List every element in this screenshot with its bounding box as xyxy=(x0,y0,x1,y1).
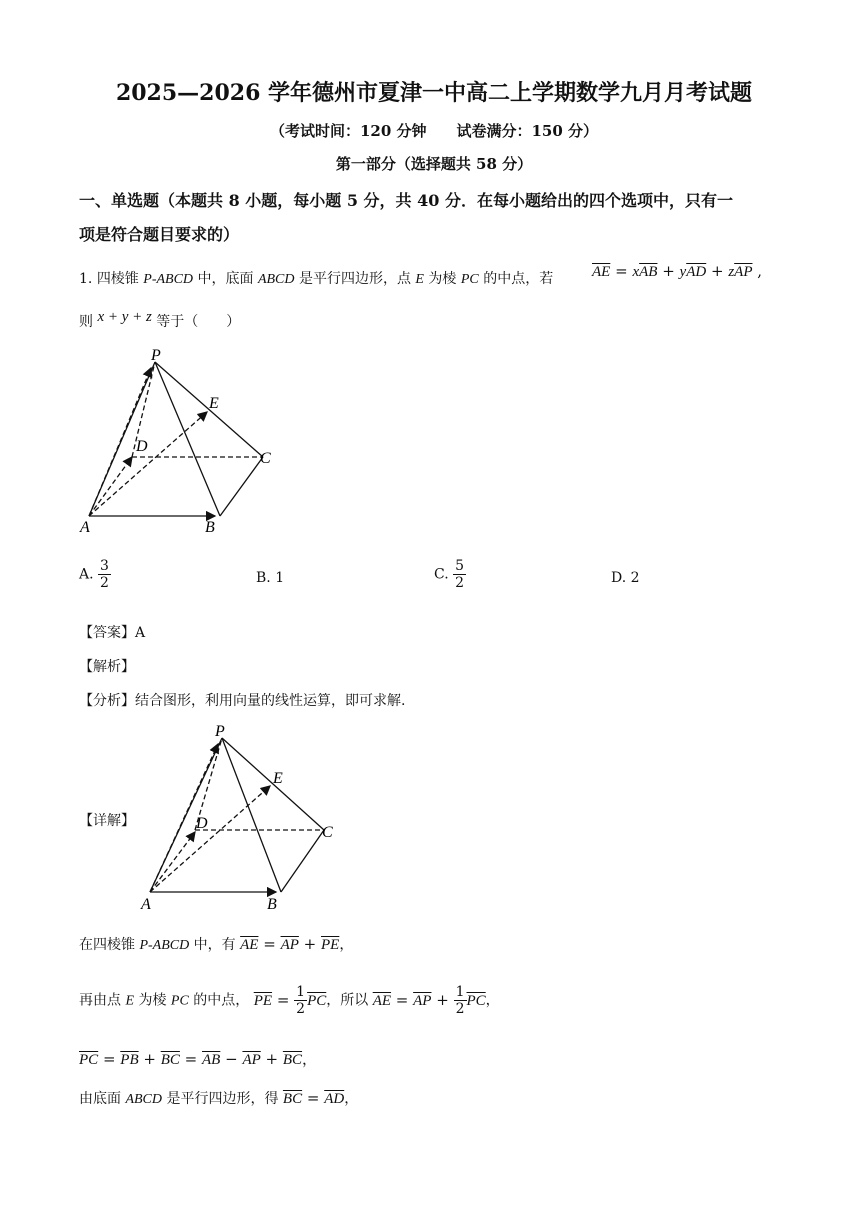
question-1-line1 xyxy=(79,268,553,288)
q-point-e: E xyxy=(415,272,424,287)
s-edge: PC xyxy=(170,993,189,1009)
label-p: P xyxy=(215,723,225,740)
label-c: C xyxy=(322,824,333,841)
s-text: 的中点， xyxy=(188,992,250,1009)
frac-num: 1 xyxy=(296,984,306,1000)
q-edge: PC xyxy=(460,272,479,287)
frac-den: 2 xyxy=(455,1001,465,1017)
question-number: 1. xyxy=(79,271,93,287)
q-text: 四棱锥 xyxy=(96,271,144,287)
question-1-line2 xyxy=(79,311,240,331)
s-pyramid: P-ABCD xyxy=(139,938,190,953)
option-letter: B. xyxy=(256,570,271,586)
section-heading-line1: 一、单选题（本题共 8 小题，每小题 5 分，共 40 分．在每小题给出的四个选项中，只有一 xyxy=(79,191,733,210)
edge-bc xyxy=(220,457,263,516)
label-e: E xyxy=(273,770,283,787)
s-text: 为棱 xyxy=(134,992,171,1009)
pyramid-figure xyxy=(75,344,290,539)
q-expression: x + y + z xyxy=(97,309,152,325)
solution-line2: 再由点 E 为棱 PC 的中点， $\overline{PE}$ = $\frac{1}{2}$ $\overline{PC}$，所以 $\overline{AE} = \overline{AP}$ + $\frac{1}{2}$ $\overline{PC}$， xyxy=(79,984,500,1017)
analysis-label: 【解析】 xyxy=(79,659,135,675)
pyramid-figure-solution xyxy=(136,720,351,915)
q-pyramid-name: P-ABCD xyxy=(143,272,194,287)
solution-line3: $\overline{PC} = \overline{PB} + \overline{BC} = \overline{AB} - \overline{AP} + \overline{BC}$， xyxy=(79,1050,318,1068)
page-title: 2025—2026 学年德州市夏津一中高二上学期数学九月月考试题 xyxy=(115,80,753,106)
edge-pb xyxy=(155,362,220,516)
s-text: ，所以 xyxy=(326,992,373,1009)
s-text: 在四棱锥 xyxy=(79,937,140,953)
label-b: B xyxy=(267,896,277,913)
label-d: D xyxy=(136,438,148,455)
q-text: 的中点，若 xyxy=(478,271,554,287)
option-d[interactable] xyxy=(611,570,640,586)
section-heading-line2: 项是符合题目要求的） xyxy=(79,225,240,244)
label-c: C xyxy=(260,450,271,467)
frac-den: 2 xyxy=(100,575,109,591)
solution-line4: 由底面 ABCD 是平行四边形，得 $\overline{BC} = \overline{AD}$， xyxy=(79,1089,359,1107)
vector-ae xyxy=(89,412,207,516)
exam-info: （考试时间：120 分钟 试卷满分：150 分） xyxy=(269,122,599,140)
frac-den: 2 xyxy=(296,1001,306,1017)
fenxi-line xyxy=(79,690,405,710)
q-text: 等于（ ） xyxy=(151,314,241,330)
q-text: 则 xyxy=(79,314,98,330)
option-letter: A. xyxy=(79,566,94,583)
option-value: 2 xyxy=(630,570,640,586)
fenxi-text: 结合图形，利用向量的线性运算，即可求解. xyxy=(135,693,406,709)
label-p: P xyxy=(151,347,161,364)
s-base: ABCD xyxy=(125,1092,163,1107)
label-b: B xyxy=(205,519,215,536)
label-a: A xyxy=(80,519,90,536)
s-point-e: E xyxy=(125,993,135,1009)
frac-num: 5 xyxy=(455,558,465,574)
option-letter: C. xyxy=(434,566,449,583)
q-text: 为棱 xyxy=(423,271,461,287)
frac-num: 3 xyxy=(100,558,109,574)
s-text: 中，有 xyxy=(189,937,241,953)
s-text: 再由点 xyxy=(79,992,126,1009)
option-c[interactable] xyxy=(434,558,466,591)
solution-line1: 在四棱锥 P-ABCD 中，有 $\overline{AE} = \overline{AP} + \overline{PE}$， xyxy=(79,935,354,953)
q-text: 中，底面 xyxy=(193,271,258,287)
s-text: 由底面 xyxy=(79,1091,126,1107)
label-d: D xyxy=(196,815,208,832)
fenxi-label: 【分析】 xyxy=(79,693,135,709)
answer-line xyxy=(79,622,145,642)
xiangjie-label: 【详解】 xyxy=(79,813,135,829)
answer-label: 【答案】 xyxy=(79,625,135,641)
option-letter: D. xyxy=(611,570,627,586)
option-a[interactable] xyxy=(79,558,111,591)
answer-value: A xyxy=(135,625,146,641)
s-text: 是平行四边形，得 xyxy=(162,1091,283,1107)
label-a: A xyxy=(141,896,151,913)
q-text: 是平行四边形，点 xyxy=(294,271,416,287)
label-e: E xyxy=(209,395,219,412)
part-heading: 第一部分（选择题共 58 分） xyxy=(335,155,533,173)
q-base-name: ABCD xyxy=(257,272,295,287)
option-b[interactable] xyxy=(256,570,284,586)
frac-num: 1 xyxy=(455,984,465,1000)
question-condition: $\overline{AE} = x\overline{AB} + y\overline{AD} + z\overline{AP}$ , xyxy=(592,262,763,280)
frac-den: 2 xyxy=(455,575,465,591)
option-value: 1 xyxy=(275,570,285,586)
